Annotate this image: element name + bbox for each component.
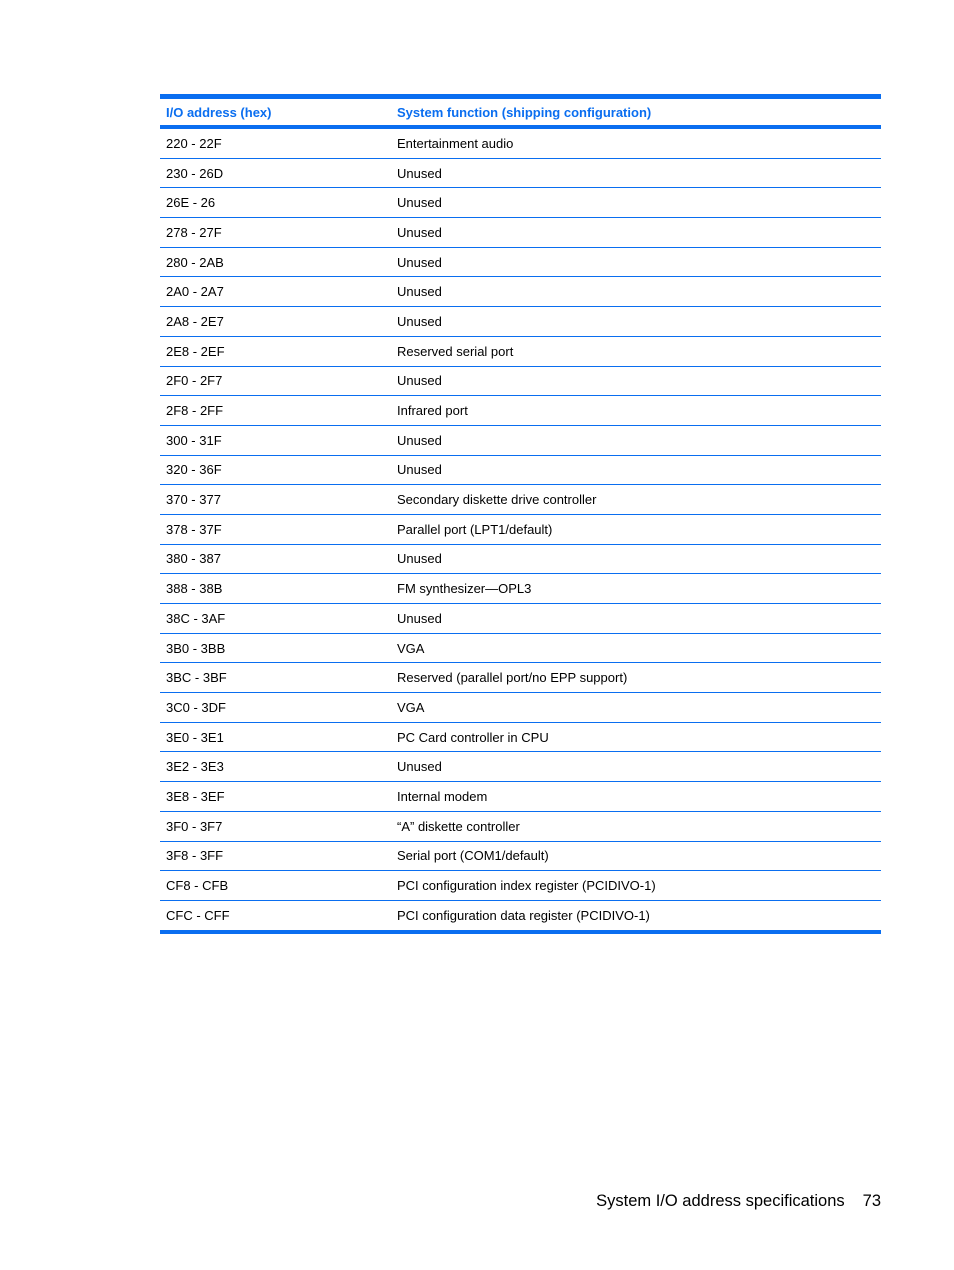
io-address-cell: 320 - 36F [166, 462, 222, 478]
io-address-cell: 3C0 - 3DF [166, 699, 226, 715]
system-function-cell: Infrared port [397, 403, 468, 419]
table-row [160, 544, 881, 574]
io-address-cell: 2A8 - 2E7 [166, 313, 224, 329]
header-system-function: System function (shipping configuration) [397, 104, 652, 120]
system-function-cell: Reserved serial port [397, 343, 514, 359]
io-address-cell: 380 - 387 [166, 551, 221, 567]
table-row [160, 633, 881, 663]
table-row [160, 425, 881, 455]
io-address-table [160, 94, 881, 934]
table-row [160, 247, 881, 277]
table-row [160, 871, 881, 901]
system-function-cell: Unused [397, 254, 442, 270]
table-row [160, 158, 881, 188]
system-function-cell: PCI configuration data register (PCIDIVO-1) [397, 907, 650, 923]
system-function-cell: PCI configuration index register (PCIDIVO-1) [397, 878, 656, 894]
table-row [160, 485, 881, 515]
table-body [160, 127, 881, 932]
table-header [160, 97, 881, 128]
io-address-cell: 300 - 31F [166, 432, 222, 448]
io-address-cell: 2F8 - 2FF [166, 403, 224, 419]
system-function-cell: VGA [397, 699, 425, 715]
table-row [160, 841, 881, 871]
system-function-cell: Unused [397, 462, 442, 478]
io-address-cell: 2E8 - 2EF [166, 343, 225, 359]
io-address-cell: CFC - CFF [166, 907, 230, 923]
table-row [160, 218, 881, 248]
table-row [160, 811, 881, 841]
system-function-cell: Reserved (parallel port/no EPP support) [397, 670, 628, 686]
table-row [160, 663, 881, 693]
io-address-cell: 38C - 3AF [166, 610, 226, 626]
table-row [160, 307, 881, 337]
system-function-cell: “A” diskette controller [397, 818, 520, 834]
table-row [160, 693, 881, 723]
system-function-cell: Unused [397, 551, 442, 567]
table-row [160, 514, 881, 544]
system-function-cell: Unused [397, 313, 442, 329]
system-function-cell: Unused [397, 195, 442, 211]
io-address-cell: 2F0 - 2F7 [166, 373, 223, 389]
system-function-cell: Unused [397, 759, 442, 775]
table-row [160, 366, 881, 396]
system-function-cell: Parallel port (LPT1/default) [397, 521, 553, 537]
system-function-cell: Unused [397, 224, 442, 240]
table-row [160, 900, 881, 931]
io-address-cell: 2A0 - 2A7 [166, 284, 224, 300]
io-address-cell: 3E8 - 3EF [166, 788, 225, 804]
table-row [160, 188, 881, 218]
footer-section-title: System I/O address specifications [596, 1192, 845, 1210]
io-address-cell: 278 - 27F [166, 224, 222, 240]
io-address-cell: 370 - 377 [166, 492, 221, 508]
table-row [160, 127, 881, 158]
io-address-cell: 388 - 38B [166, 581, 223, 597]
system-function-cell: Unused [397, 165, 442, 181]
system-function-cell: Unused [397, 610, 442, 626]
page-footer [596, 1192, 881, 1211]
table-row [160, 277, 881, 307]
table-row [160, 722, 881, 752]
table-row [160, 455, 881, 485]
system-function-cell: FM synthesizer—OPL3 [397, 581, 532, 597]
system-function-cell: VGA [397, 640, 425, 656]
table-row [160, 752, 881, 782]
table-row [160, 336, 881, 366]
io-address-cell: CF8 - CFB [166, 878, 229, 894]
io-address-cell: 3E0 - 3E1 [166, 729, 224, 745]
system-function-cell: Unused [397, 432, 442, 448]
io-address-cell: 230 - 26D [166, 165, 224, 181]
io-address-cell: 220 - 22F [166, 135, 222, 151]
io-address-cell: 26E - 26 [166, 195, 216, 211]
system-function-cell: Serial port (COM1/default) [397, 848, 549, 864]
table-row [160, 396, 881, 426]
system-function-cell: PC Card controller in CPU [397, 729, 549, 745]
table-row [160, 604, 881, 634]
table-row [160, 574, 881, 604]
system-function-cell: Entertainment audio [397, 135, 514, 151]
io-address-cell: 3E2 - 3E3 [166, 759, 224, 775]
header-io-address: I/O address (hex) [166, 104, 272, 120]
system-function-cell: Secondary diskette drive controller [397, 492, 597, 508]
system-function-cell: Unused [397, 373, 442, 389]
table-row [160, 782, 881, 812]
system-function-cell: Internal modem [397, 788, 488, 804]
page-number: 73 [862, 1192, 881, 1210]
io-address-cell: 3BC - 3BF [166, 670, 227, 686]
io-address-cell: 3F8 - 3FF [166, 848, 224, 864]
table-header-row [160, 97, 881, 128]
io-address-cell: 378 - 37F [166, 521, 222, 537]
io-address-cell: 280 - 2AB [166, 254, 224, 270]
io-address-cell: 3F0 - 3F7 [166, 818, 223, 834]
io-address-cell: 3B0 - 3BB [166, 640, 226, 656]
system-function-cell: Unused [397, 284, 442, 300]
